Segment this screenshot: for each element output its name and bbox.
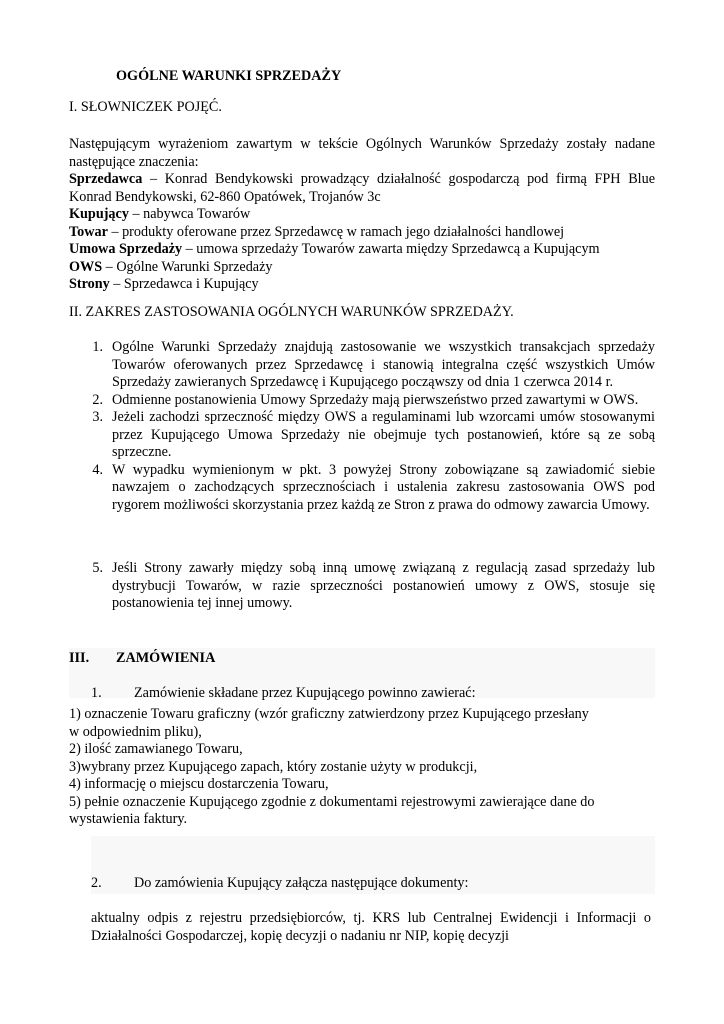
definitions-intro: Następującym wyrażeniom zawartym w tekście Ogólnych Warunków Sprzedaży zostały nadane następujące znaczenia:: [69, 136, 655, 170]
section-3-item-2-text: Do zamówienia Kupujący załącza następujące dokumenty:: [134, 875, 469, 891]
required-documents-text: aktualny odpis z rejestru przedsiębiorców, tj. KRS lub Centralnej Ewidencji i Informacji o Działalności Gospodarczej, kopię decyzji o nadaniu nr NIP, kopię decyzji: [91, 910, 651, 944]
document-title: OGÓLNE WARUNKI SPRZEDAŻY: [116, 68, 342, 84]
section-3-number: III.: [69, 650, 90, 666]
order-contents-list: [69, 706, 655, 829]
section-3-item-1-text: Zamówienie składane przez Kupującego powinno zawierać:: [134, 685, 476, 701]
section-2-list: [69, 339, 655, 514]
definition-term: Strony: [69, 276, 110, 292]
definition-strony: Strony – Sprzedawca i Kupujący: [69, 276, 259, 292]
list-item: 4. W wypadku wymienionym w pkt. 3 powyżej Strony zobowiązane są zawiadomić siebie nawzajem o zachodzących sprzecznościach i ustalenia zakresu zastosowania OWS pod rygorem możliwości skorzystania przez każdą ze Stron z prawa do odmowy zawarcia Umowy.: [92, 461, 655, 513]
definition-sprzedawca: Sprzedawca – Konrad Bendykowski prowadzący działalność gospodarczą pod firmą FPH Blue Konrad Bendykowski, 62-860 Opatówek, Trojanów 3c: [69, 171, 655, 205]
order-line: 5) pełnie oznaczenie Kupującego zgodnie z dokumentami rejestrowymi zawierające dane do: [69, 793, 595, 810]
section-1-body: [69, 136, 655, 294]
list-item: 1. Ogólne Warunki Sprzedaży znajdują zastosowanie we wszystkich transakcjach sprzedaży Towarów oferowanych przez Sprzedawcę i stanowią integralna część wszystkich Umów Sprzedaży zawieranych Sprzedawcę i Kupującego począwszy od dnia 1 czerwca 2014 r.: [92, 339, 655, 390]
order-line: 2) ilość zamawianego Towaru,: [69, 741, 243, 757]
list-item: 3. Jeżeli zachodzi sprzeczność między OWS a regulaminami lub wzorcami umów stosowanymi przez Kupującego Umowa Sprzedaży nie obejmuje tych postanowień, które są ze sobą sprzeczne.: [92, 409, 655, 460]
definition-text: produkty oferowane przez Sprzedawcę w ramach jego działalności handlowej: [122, 223, 565, 240]
definition-term: Towar: [69, 223, 108, 240]
order-line: 4) informację o miejscu dostarczenia Towaru,: [69, 776, 329, 792]
definition-umowa-sprzedazy: Umowa Sprzedaży – umowa sprzedaży Towarów zawarta między Sprzedawcą a Kupującym: [69, 241, 600, 257]
definition-towar: Towar – produkty oferowane przez Sprzedawcę w ramach jego działalności handlowej: [69, 223, 565, 240]
list-item: 2. Odmienne postanowienia Umowy Sprzedaży mają pierwszeństwo przed zawartymi w OWS.: [69, 392, 655, 410]
section-2-heading: II. ZAKRES ZASTOSOWANIA OGÓLNYCH WARUNKÓW SPRZEDAŻY.: [69, 304, 514, 320]
definition-text: Ogólne Warunki Sprzedaży: [116, 258, 273, 275]
definition-ows: OWS – Ogólne Warunki Sprzedaży: [69, 258, 273, 275]
definition-term: OWS: [69, 258, 103, 275]
definition-term: Sprzedawca: [69, 171, 143, 187]
list-item: 5. Jeśli Strony zawarły między sobą inną umowę związaną z regulacją zasad sprzedaży lub dystrybucji Towarów, w razie sprzeczności postanowień umowy z OWS, stosuje się postanowienia tej innej umowy.: [92, 560, 655, 611]
section-3-heading: ZAMÓWIENIA: [116, 650, 216, 666]
order-line: 1) oznaczenie Towaru graficzny (wzór graficzny zatwierdzony przez Kupującego przesłany: [69, 706, 589, 722]
order-line: w odpowiednim pliku),: [69, 723, 202, 740]
section-1-heading: I. SŁOWNICZEK POJĘĆ.: [69, 99, 222, 115]
list-item-text: Jeżeli zachodzi sprzeczność między OWS a regulaminami lub wzorcami umów stosowanymi przez Kupującego Umowa Sprzedaży nie obejmuje tych postanowień, które są ze sobą sprzeczne.: [112, 409, 655, 460]
list-item-text: W wypadku wymienionym w pkt. 3 powyżej Strony zobowiązane są zawiadomić siebie nawzajem o zachodzących sprzecznościach i ustalenia zakresu zastosowania OWS pod rygorem możliwości skorzystania przez każdą ze Stron z prawa do odmowy zawarcia Umowy.: [112, 461, 655, 513]
list-item-text: Ogólne Warunki Sprzedaży znajdują zastosowanie we wszystkich transakcjach sprzedaży Towarów oferowanych przez Sprzedawcę i stanowią integralna część wszystkich Umów Sprzedaży zawieranych Sprzedawcę i Kupującego począwszy od dnia 1 czerwca 2014 r.: [112, 339, 655, 390]
list-item-text: Jeśli Strony zawarły między sobą inną umowę związaną z regulacją zasad sprzedaży lub dystrybucji Towarów, w razie sprzeczności postanowień umowy z OWS, stosuje się postanowienia tej innej umowy.: [112, 560, 655, 611]
definition-term: Kupujący: [69, 206, 129, 222]
order-line: 3)wybrany przez Kupującego zapach, który zostanie użyty w produkcji,: [69, 758, 478, 775]
definition-text: nabywca Towarów: [143, 206, 251, 222]
definition-text: Konrad Bendykowski prowadzący działalność gospodarczą pod firmą FPH Blue Konrad Bendykowski, 62-860 Opatówek, Trojanów 3c: [69, 171, 655, 205]
definition-term: Umowa Sprzedaży: [69, 241, 183, 257]
definition-kupujacy: Kupujący – nabywca Towarów: [69, 206, 251, 222]
definition-text: Sprzedawca i Kupujący: [123, 276, 259, 292]
order-line: wystawienia faktury.: [69, 811, 188, 827]
list-item-text: Odmienne postanowienia Umowy Sprzedaży mają pierwszeństwo przed zawartymi w OWS.: [112, 391, 639, 408]
definition-text: umowa sprzedaży Towarów zawarta między Sprzedawcą a Kupującym: [196, 241, 600, 257]
section-2-list-continued: [69, 560, 655, 613]
section-3-item-2-number: 2.: [91, 875, 102, 891]
section-3-item-1-number: 1.: [91, 685, 102, 701]
